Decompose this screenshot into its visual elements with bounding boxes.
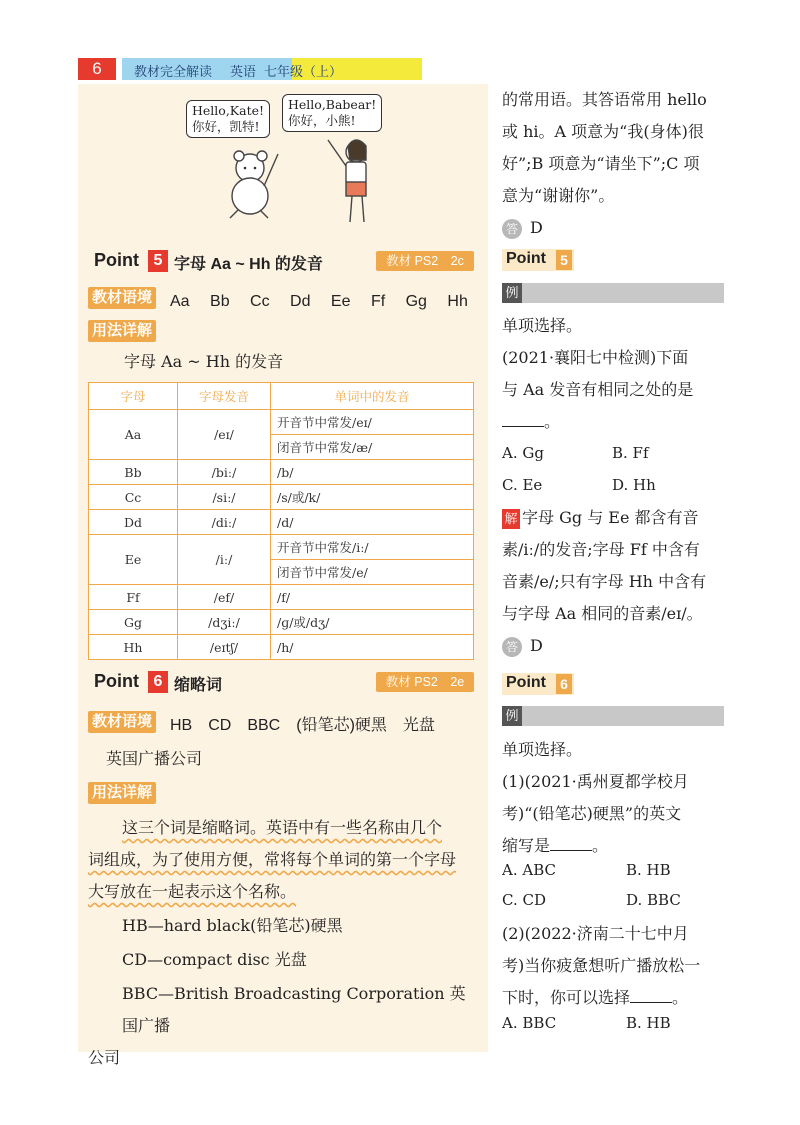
- example-line: CD—compact disc 光盘: [122, 950, 307, 969]
- point-number: 5: [148, 250, 168, 272]
- question-5: [502, 310, 728, 438]
- cell-inword: 闭音节中常发/æ/: [271, 435, 474, 460]
- bubble-right-line2: 你好，小熊!: [288, 113, 356, 128]
- cell-letter: Hh: [89, 635, 178, 660]
- explanation-line: 词组成，为了使用方便，常将每个单词的第一个字母: [88, 850, 457, 869]
- option-a[interactable]: A. BBC: [502, 1014, 557, 1032]
- page-number: 6: [78, 58, 116, 80]
- grade: 七年级（上）: [264, 64, 343, 79]
- answer-icon: 答: [502, 219, 522, 239]
- phonetics-table: [88, 382, 474, 660]
- cell-letter: Ee: [89, 535, 178, 585]
- cell-inword: 开音节中常发/eɪ/: [271, 410, 474, 435]
- cell-sound: /diː/: [178, 510, 271, 535]
- example-label: 例: [502, 283, 522, 303]
- point-word: Point: [94, 671, 139, 691]
- col-sound-header: 字母发音: [178, 383, 271, 410]
- example-label: 例: [502, 706, 522, 726]
- point-number: 6: [148, 671, 168, 693]
- option-d[interactable]: D. Hh: [612, 476, 656, 494]
- cell-letter: Cc: [89, 485, 178, 510]
- table-row: [89, 610, 474, 635]
- question-5-explanation: [502, 502, 728, 662]
- point5-header: [94, 248, 474, 276]
- illustration: [178, 90, 398, 240]
- question-line: (2021·襄阳七中检测)下面: [502, 348, 689, 367]
- text-line: 素/iː/的发音;字母 Ff 中含有: [502, 540, 700, 559]
- textbook-ref: 教材 PS2 2c: [376, 251, 474, 271]
- point6-header: [94, 669, 474, 697]
- text-line: 意为“谢谢你”。: [502, 186, 615, 205]
- answer-icon: 答: [502, 637, 522, 657]
- continued-explanation: [502, 84, 728, 244]
- bubble-left-line1: Hello,Kate!: [192, 103, 265, 118]
- point-word: Point: [506, 674, 546, 691]
- tag-usage: 用法详解: [88, 782, 156, 804]
- text-line: 音素/e/;只有字母 Hh 中含有: [502, 572, 707, 591]
- bubble-right-line1: Hello,Babear!: [288, 97, 377, 112]
- table-row: [89, 485, 474, 510]
- cell-letter: Aa: [89, 410, 178, 460]
- table-header-row: [89, 383, 474, 410]
- answer-value: D: [530, 636, 543, 655]
- book-title: 教材完全解读: [134, 64, 213, 79]
- bubble-left-line2: 你好，凯特!: [192, 119, 260, 134]
- question-tail: 。: [592, 836, 609, 855]
- cell-inword: /ɡ/或/dʒ/: [271, 610, 474, 635]
- question-tail: 。: [544, 412, 561, 431]
- cell-sound: /iː/: [178, 535, 271, 585]
- cell-sound: /biː/: [178, 460, 271, 485]
- option-b[interactable]: B. HB: [626, 861, 671, 879]
- example-bar: [502, 706, 724, 726]
- question-6-2: [502, 918, 728, 1014]
- option-b[interactable]: B. HB: [626, 1014, 671, 1032]
- textbook-ref: 教材 PS2 2e: [376, 672, 474, 692]
- tag-context: 教材语境: [88, 711, 156, 733]
- cell-sound: /ef/: [178, 585, 271, 610]
- tag-context: 教材语境: [88, 287, 156, 309]
- question-line: 考)“(铅笔芯)硬黑”的英文: [502, 804, 682, 823]
- answer-blank[interactable]: [550, 836, 592, 851]
- table-row: [89, 410, 474, 435]
- answer-blank[interactable]: [502, 412, 544, 427]
- col-letter-header: 字母: [89, 383, 178, 410]
- cell-letter: Gg: [89, 610, 178, 635]
- cell-sound: /dʒiː/: [178, 610, 271, 635]
- explanation-icon: 解: [502, 509, 520, 529]
- answer-blank[interactable]: [630, 988, 672, 1003]
- abbrev-context-line2: 英国广播公司: [106, 751, 203, 768]
- cell-inword: /s/或/k/: [271, 485, 474, 510]
- cell-letter: Ff: [89, 585, 178, 610]
- right-point6-label: [502, 673, 574, 695]
- explanation-line: 大写放在一起表示这个名称。: [88, 882, 297, 901]
- question-line: 考)当你疲惫想听广播放松一: [502, 956, 701, 975]
- text-line: 或 hi。A 项意为“我(身体)很: [502, 122, 704, 141]
- point-word: Point: [94, 250, 139, 270]
- option-c[interactable]: C. Ee: [502, 476, 543, 494]
- cell-sound: /eɪtʃ/: [178, 635, 271, 660]
- text-line: 的常用语。其答语常用 hello: [502, 90, 707, 109]
- point-number: 5: [556, 250, 572, 270]
- abbrev-explanation: [88, 812, 480, 1074]
- tag-usage: 用法详解: [88, 320, 156, 342]
- option-c[interactable]: C. CD: [502, 891, 546, 909]
- text-line: 字母 Gg 与 Ee 都含有音: [522, 508, 699, 527]
- point-title: 字母 Aa ~ Hh 的发音: [174, 256, 323, 273]
- question-line: 下时，你可以选择: [502, 988, 631, 1007]
- option-a[interactable]: A. Gg: [502, 444, 544, 462]
- question-tail: 。: [672, 988, 689, 1007]
- example-line: BBC—British Broadcasting Corporation 英国广播: [122, 984, 466, 1035]
- col-inword-header: 单词中的发音: [271, 383, 474, 410]
- cell-letter: Bb: [89, 460, 178, 485]
- cell-inword: /d/: [271, 510, 474, 535]
- option-b[interactable]: B. Ff: [612, 444, 649, 462]
- example-line: HB—hard black(铅笔芯)硬黑: [122, 916, 343, 935]
- cell-letter: Dd: [89, 510, 178, 535]
- table-row: [89, 460, 474, 485]
- question-6-1: [502, 734, 728, 862]
- page-header: [78, 58, 368, 80]
- option-d[interactable]: D. BBC: [626, 891, 681, 909]
- explanation-line: 这三个词是缩略词。英语中有一些名称由几个: [122, 818, 443, 837]
- cell-inword: /f/: [271, 585, 474, 610]
- question-type: 单项选择。: [502, 316, 583, 335]
- abbrev-context-line1: HB CD BBC (铅笔芯)硬黑 光盘: [170, 717, 435, 734]
- cell-inword: /b/: [271, 460, 474, 485]
- question-line: 与 Aa 发音有相同之处的是: [502, 380, 694, 399]
- option-a[interactable]: A. ABC: [502, 861, 556, 879]
- text-line: 好”;B 项意为“请坐下”;C 项: [502, 154, 700, 173]
- bear-and-girl-drawing: [178, 90, 398, 230]
- table-row: [89, 585, 474, 610]
- answer-value: D: [530, 218, 543, 237]
- table-row: [89, 635, 474, 660]
- text-line: 与字母 Aa 相同的音素/eɪ/。: [502, 604, 703, 623]
- table-row: [89, 510, 474, 535]
- cell-sound: /eɪ/: [178, 410, 271, 460]
- table-intro: 字母 Aa ~ Hh 的发音: [124, 352, 284, 371]
- subject: 英语: [230, 64, 257, 79]
- example-line: 公司: [88, 1048, 121, 1067]
- question-type: 单项选择。: [502, 740, 583, 759]
- right-point5-label: [502, 249, 574, 271]
- question-line: (1)(2021·禹州夏都学校月: [502, 772, 689, 791]
- cell-inword: 开音节中常发/iː/: [271, 535, 474, 560]
- question-line: (2)(2022·济南二十七中月: [502, 924, 689, 943]
- cell-inword: 闭音节中常发/e/: [271, 560, 474, 585]
- cell-inword: /h/: [271, 635, 474, 660]
- question-line: 缩写是: [502, 836, 551, 855]
- point-word: Point: [506, 250, 546, 267]
- point-number: 6: [556, 674, 572, 694]
- letters-list: Aa Bb Cc Dd Ee Ff Gg Hh: [170, 293, 468, 310]
- table-row: [89, 535, 474, 560]
- example-bar: [502, 283, 724, 303]
- point-title: 缩略词: [174, 677, 223, 694]
- cell-sound: /siː/: [178, 485, 271, 510]
